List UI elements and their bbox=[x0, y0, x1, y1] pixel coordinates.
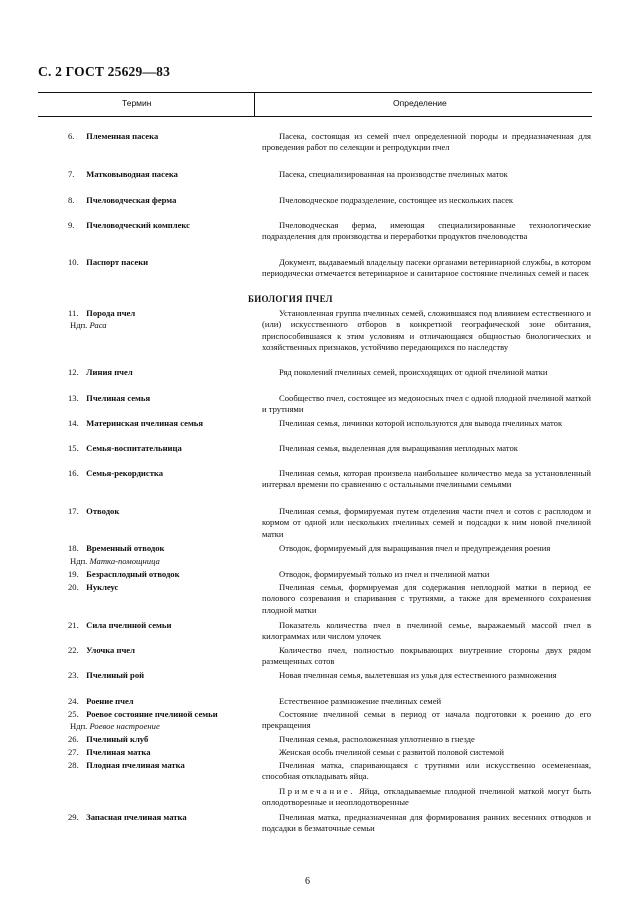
term-28: 28. Плодная пчелиная матка bbox=[68, 760, 185, 770]
deprecated-term-11: Ндп. Раса bbox=[70, 320, 107, 330]
term-9: 9. Пчеловодческий комплекс bbox=[68, 220, 190, 230]
term-22: 22. Улочка пчел bbox=[68, 645, 135, 655]
term-25: 25. Роевое состояние пчелиной семьи bbox=[68, 709, 218, 719]
term-29: 29. Запасная пчелиная матка bbox=[68, 812, 187, 822]
term-20: 20. Нуклеус bbox=[68, 582, 119, 592]
definition-26: Пчелиная семья, расположенная уплотненно в гнезде bbox=[279, 734, 475, 744]
definition-19: Отводок, формируемый только из пчел и пчелиной матки bbox=[279, 569, 490, 579]
definition-28: Пчелиная матка, спаривающаяся с трутнями или искусственно осемененная, способная откладывать яйца. bbox=[262, 760, 591, 782]
term-27: 27. Пчелиная матка bbox=[68, 747, 151, 757]
definition-16: Пчелиная семья, которая произвела наибольшее количество меда за установленный интервал времени по сравнению с остальными пчелиными семьями bbox=[262, 468, 591, 490]
deprecated-term-25: Ндп. Роевое настроение bbox=[70, 721, 160, 731]
table-top-rule bbox=[38, 92, 592, 93]
definition-18: Отводок, формируемый для выращивания пчел и предупреждения роения bbox=[279, 543, 551, 553]
definition-15: Пчелиная семья, выделенная для выращивания неплодных маток bbox=[279, 443, 518, 453]
term-7: 7. Матковыводная пасека bbox=[68, 169, 178, 179]
definition-21: Показатель количества пчел в пчелиной семье, выражаемый массой пчел в килограммах или числом улочек bbox=[262, 620, 591, 642]
definition-9: Пчеловодческая ферма, имеющая специализированные технологические подразделения для производства и переработки продуктов пчеловодства bbox=[262, 220, 591, 242]
definition-20: Пчелиная семья, формируемая для содержания неплодной матки в период ее полового созревания и спаривания с трутнями, а также для временного сохранения плодной матки bbox=[262, 582, 591, 615]
definition-25: Состояние пчелиной семьи в период от начала подготовки к роению до его прекращения bbox=[262, 709, 591, 731]
term-24: 24. Роение пчел bbox=[68, 696, 134, 706]
note-28: Примечание. Яйца, откладываемые плодной пчелиной маткой могут быть оплодотворенные и неоплодотворенные bbox=[262, 786, 591, 808]
term-column-header: Термин bbox=[122, 98, 152, 108]
definition-12: Ряд поколений пчелиных семей, происходящих от одной пчелиной матки bbox=[279, 367, 548, 377]
section-heading-biology: БИОЛОГИЯ ПЧЕЛ bbox=[248, 294, 333, 304]
definition-10: Документ, выдаваемый владельцу пасеки органами ветеринарной службы, в котором периодически отмечается ветеринарное и санитарное состояние пчелиных семей и пасек bbox=[262, 257, 591, 279]
definition-7: Пасека, специализированная на производстве пчелиных маток bbox=[279, 169, 508, 179]
term-16: 16. Семья-рекордистка bbox=[68, 468, 164, 478]
term-15: 15. Семья-воспитательница bbox=[68, 443, 182, 453]
term-19: 19. Безрасплодный отводок bbox=[68, 569, 180, 579]
definition-24: Естественное размножение пчелиных семей bbox=[279, 696, 442, 706]
definition-23: Новая пчелиная семья, вылетевшая из улья для естественного размножения bbox=[279, 670, 557, 680]
definition-14: Пчелиная семья, личинки которой используются для вывода пчелиных маток bbox=[279, 418, 563, 428]
term-18: 18. Временный отводок bbox=[68, 543, 165, 553]
definition-column-header: Определение bbox=[393, 98, 447, 108]
definition-27: Женская особь пчелиной семьи с развитой половой системой bbox=[279, 747, 504, 757]
term-12: 12. Линия пчел bbox=[68, 367, 133, 377]
term-17: 17. Отводок bbox=[68, 506, 120, 516]
term-13: 13. Пчелиная семья bbox=[68, 393, 151, 403]
definition-22: Количество пчел, полностью покрывающих внутренние стороны двух рядом размещенных сотов bbox=[262, 645, 591, 667]
term-10: 10. Паспорт пасеки bbox=[68, 257, 149, 267]
definition-6: Пасека, состоящая из семей пчел определенной породы и предназначенная для проведения работ по селекции и репродукции пчел bbox=[262, 131, 591, 153]
term-23: 23. Пчелиный рой bbox=[68, 670, 145, 680]
page-header: С. 2 ГОСТ 25629—83 bbox=[38, 64, 171, 79]
column-divider bbox=[254, 92, 255, 116]
definition-29: Пчелиная матка, предназначенная для формирования ранних весенних отводков и подсадки в безматочные семьи bbox=[262, 812, 591, 834]
definition-13: Сообщество пчел, состоящее из медоносных пчел с одной плодной пчелиной маткой и трутнями bbox=[262, 393, 591, 415]
term-6: 6. Племенная пасека bbox=[68, 131, 159, 141]
term-11: 11. Порода пчел bbox=[68, 308, 136, 318]
definition-11: Установленная группа пчелиных семей, сложившаяся под влиянием естественного и (или) искусственного отборов в конкретной географической зоне обитания, приспособившаяся к этим условиям и отличающаяся общностью биологических и хозяйственных признаков, устойчиво передающихся по наследству bbox=[262, 308, 591, 352]
term-8: 8. Пчеловодческая ферма bbox=[68, 195, 177, 205]
term-14: 14. Материнская пчелиная семья bbox=[68, 418, 204, 428]
definition-17: Пчелиная семья, формируемая путем отделения части пчел и сотов с расплодом и кормом от одной или нескольких пчелиных семей и подсадки к ним новой пчелиной матки bbox=[262, 506, 591, 539]
term-21: 21. Сила пчелиной семьи bbox=[68, 620, 172, 630]
table-header-rule bbox=[38, 116, 592, 117]
term-26: 26. Пчелиный клуб bbox=[68, 734, 149, 744]
deprecated-term-18: Ндп. Матка-помощница bbox=[70, 556, 160, 566]
page-number: 6 bbox=[305, 876, 310, 887]
definition-8: Пчеловодческое подразделение, состоящее из нескольких пасек bbox=[279, 195, 514, 205]
